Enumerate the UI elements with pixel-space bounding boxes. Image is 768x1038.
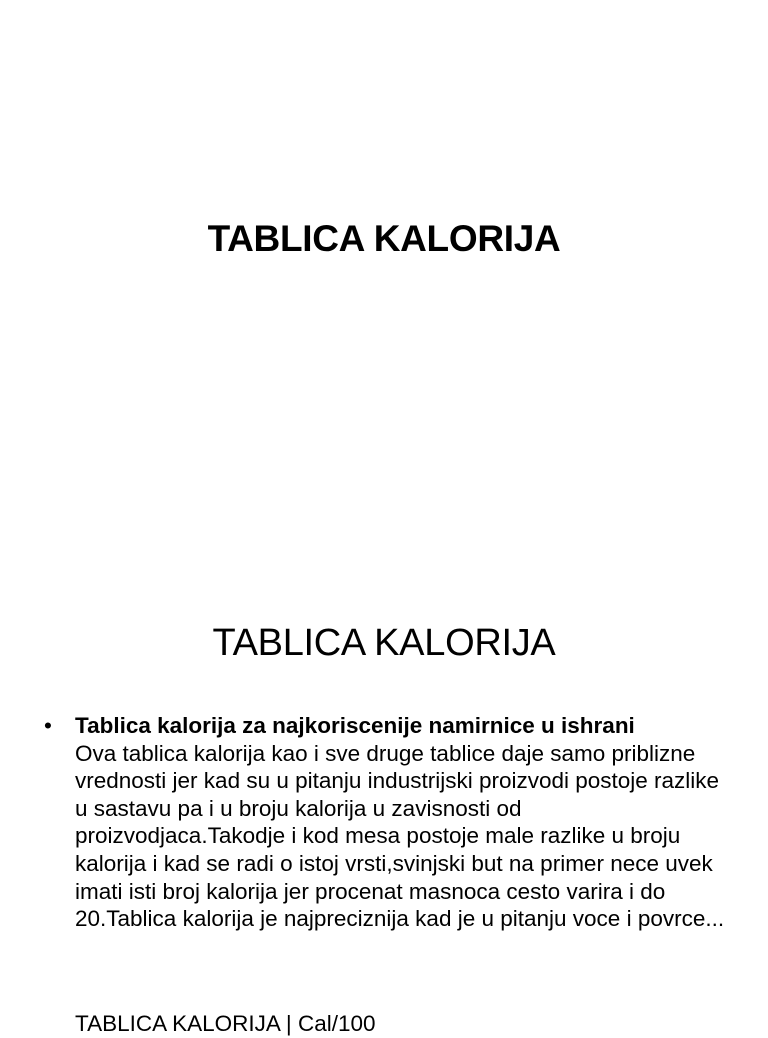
bullet-marker: • bbox=[44, 713, 52, 738]
bullet-text bbox=[75, 712, 734, 933]
slide-title: TABLICA KALORIJA bbox=[207, 218, 561, 259]
section-heading: TABLICA KALORIJA bbox=[212, 622, 556, 664]
trailing-table-header: TABLICA KALORIJA | Cal/100 bbox=[75, 1011, 376, 1036]
bullet-heading: Tablica kalorija za najkoriscenije namirnice u ishrani bbox=[75, 713, 635, 738]
bullet-body: Ova tablica kalorija kao i sve druge tablice daje samo priblizne vrednosti jer kad su u pitanju industrijski proizvodi postoje razlike u sastavu pa i u broju kalorija u zavisnosti od proizvodjaca.Takodje i kod mesa postoje male razlike u broju kalorija i kad se radi o istoj vrsti,svinjski but na primer nece uvek imati isti broj kalorija jer procenat masnoca cesto varira i do 20.Tablica kalorija je najpreciznija kad je u pitanju voce i povrce... bbox=[75, 740, 725, 932]
bullet-list-item bbox=[44, 712, 734, 933]
